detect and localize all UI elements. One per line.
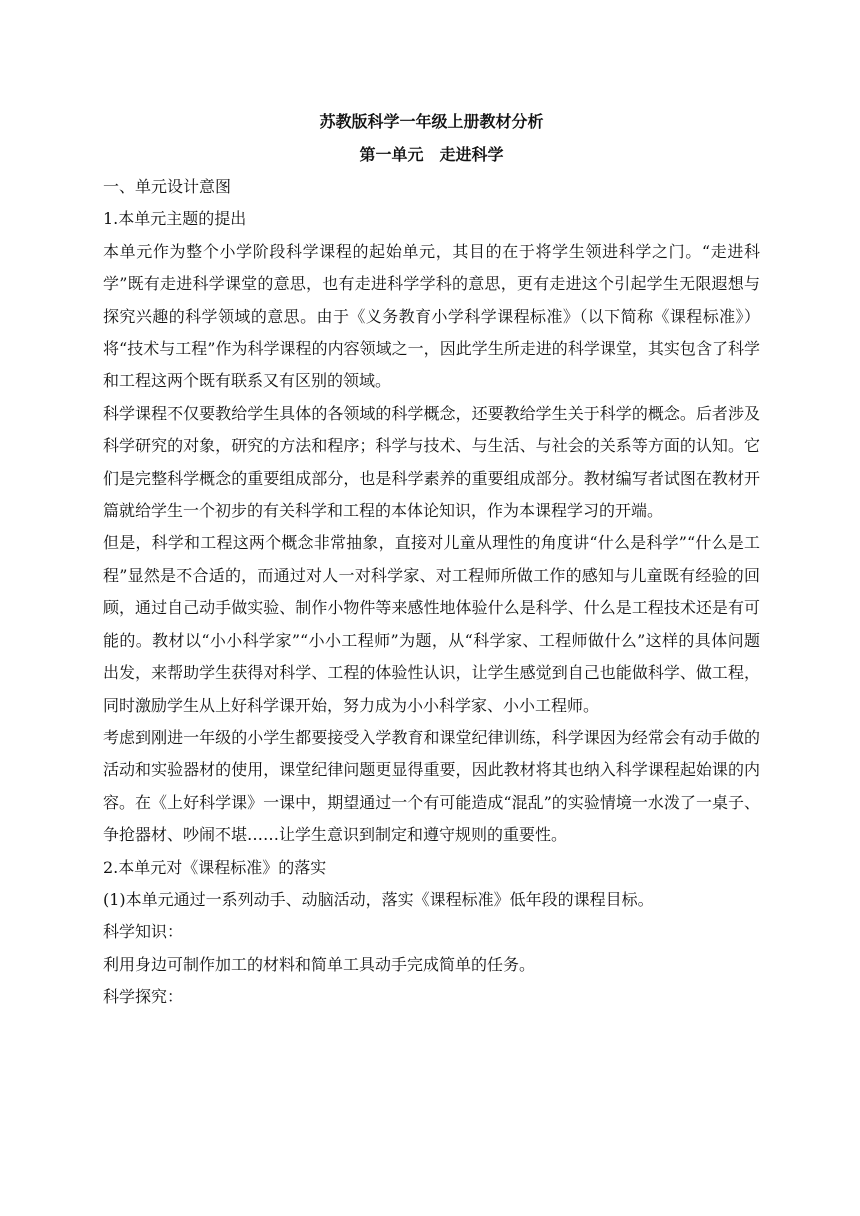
paragraph-4: 考虑到刚进一年级的小学生都要接受入学教育和课堂纪律训练，科学课因为经常会有动手做的活动和实验器材的使用，课堂纪律问题更显得重要，因此教材将其也纳入科学课程起始课的内容。在《上好科学课》一课中，期望通过一个有可能造成“混乱”的实验情境一水泼了一桌子、争抢器材、吵闹不堪……让学生意识到制定和遵守规则的重要性。 [103,727,760,845]
subsection-heading-2: 2.本单元对《课程标准》的落实 [103,857,327,877]
subsection-heading-1: 1.本单元主题的提出 [103,209,247,229]
section-heading-1: 一、单元设计意图 [103,177,232,196]
science-knowledge-text: 利用身边可制作加工的材料和简单工具动手完成简单的任务。 [103,954,536,974]
document-content [103,105,760,1014]
paragraph-1: 本单元作为整个小学阶段科学课程的起始单元，其目的在于将学生领进科学之门。“走进科学”既有走进科学课堂的意思，也有走进科学学科的意思，更有走进这个引起学生无限遐想与探究兴趣的科学领域的意思。由于《义务教育小学科学课程标准》（以下简称《课程标准》）将“技术与工程”作为科学课程的内容领域之一，因此学生所走进的科学课堂，其实包含了科学和工程这两个既有联系又有区别的领域。 [103,241,760,391]
document-title: 苏教版科学一年级上册教材分析 [319,112,544,131]
list-item-1: (1)本单元通过一系列动手、动脑活动，落实《课程标准》低年段的课程目标。 [103,889,654,909]
paragraph-2: 科学课程不仅要教给学生具体的各领域的科学概念，还要教给学生关于科学的概念。后者涉及科学研究的对象，研究的方法和程序；科学与技术、与生活、与社会的关系等方面的认知。它们是完整科学概念的重要组成部分，也是科学素养的重要组成部分。教材编写者试图在教材开篇就给学生一个初步的有关科学和工程的本体论知识，作为本课程学习的开端。 [103,403,760,521]
science-inquiry-label: 科学探究： [103,987,184,1007]
unit-title: 第一单元 走进科学 [359,145,504,164]
science-knowledge-label: 科学知识： [103,922,184,942]
paragraph-3: 但是，科学和工程这两个概念非常抽象，直接对儿童从理性的角度讲“什么是科学”“什么是工程”显然是不合适的，而通过对人一对科学家、对工程师所做工作的感知与儿童既有经验的回顾，通过自己动手做实验、制作小物件等来感性地体验什么是科学、什么是工程技术还是有可能的。教材以“小小科学家”“小小工程师”为题，从“科学家、工程师做什么”这样的具体问题出发，来帮助学生获得对科学、工程的体验性认识，让学生感觉到自己也能做科学、做工程，同时激励学生从上好科学课开始，努力成为小小科学家、小小工程师。 [103,533,760,715]
